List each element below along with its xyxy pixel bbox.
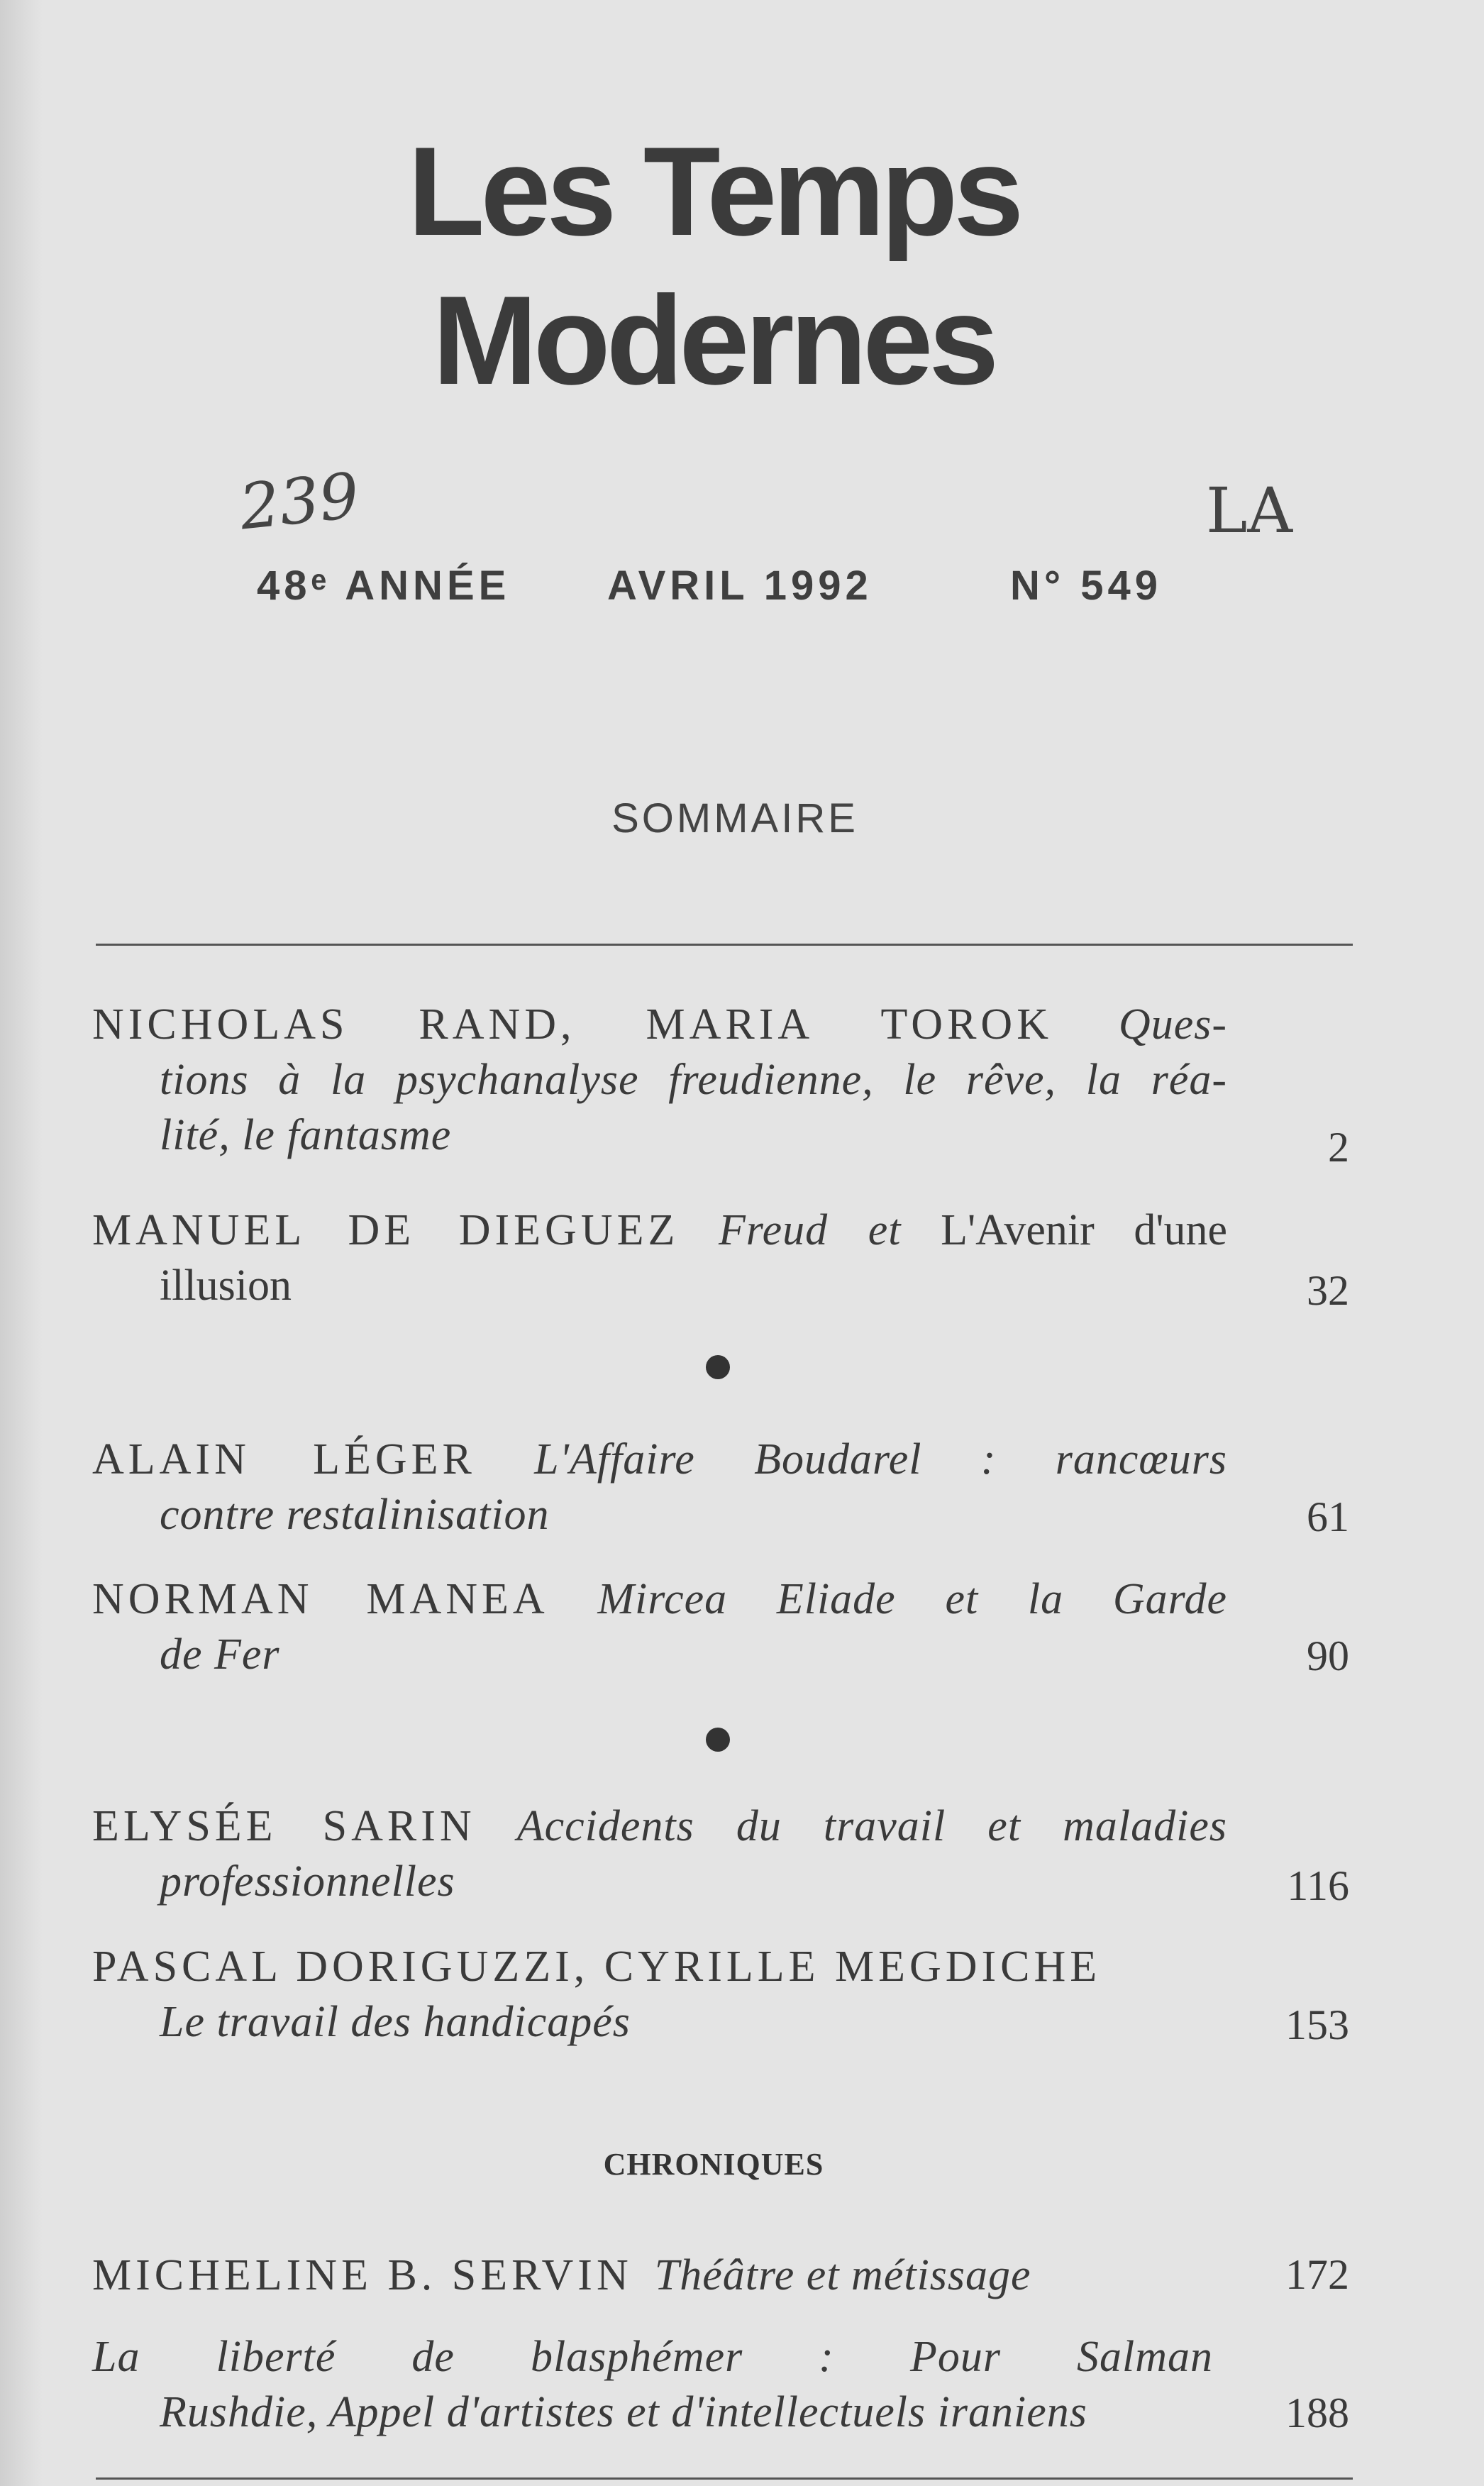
section-bullet bbox=[706, 1355, 730, 1379]
toc-title: L'Affaire Boudarel : rancœurs bbox=[534, 1435, 1228, 1484]
section-bullet bbox=[706, 1728, 730, 1752]
toc-entry-manea bbox=[92, 1571, 1227, 1682]
toc-page-number: 188 bbox=[1285, 2390, 1349, 2436]
toc-title: Freud et bbox=[718, 1206, 902, 1254]
toc-entry-servin bbox=[92, 2248, 1213, 2303]
toc-entry-rand-torok bbox=[92, 997, 1227, 1163]
toc-entry-leger bbox=[92, 1432, 1227, 1542]
toc-author: ALAIN LÉGER bbox=[92, 1435, 476, 1484]
handwritten-initials: LA bbox=[1206, 474, 1292, 547]
divider-top bbox=[96, 944, 1353, 946]
toc-author: ELYSÉE SARIN bbox=[92, 1802, 476, 1850]
handwritten-number: 239 bbox=[236, 458, 362, 544]
issue-year: 48ᵉ ANNÉE bbox=[257, 563, 511, 609]
toc-title: Le travail des handicapés bbox=[160, 1998, 631, 2046]
issue-date: AVRIL 1992 bbox=[607, 563, 873, 609]
toc-title-cont: lité, le fantasme bbox=[160, 1111, 452, 1159]
toc-entry-rushdie-appeal bbox=[92, 2329, 1213, 2440]
toc-title-cont: illusion bbox=[160, 1261, 292, 1310]
toc-page-number: 2 bbox=[1328, 1124, 1349, 1171]
chroniques-heading: CHRONIQUES bbox=[603, 2147, 824, 2182]
journal-title bbox=[0, 117, 1456, 415]
toc-entry-sarin bbox=[92, 1799, 1227, 1909]
journal-title-line1: Les Temps bbox=[407, 121, 1020, 262]
toc-page-number: 116 bbox=[1287, 1862, 1349, 1909]
journal-title-line2: Modernes bbox=[432, 270, 995, 411]
toc-page-number: 172 bbox=[1285, 2251, 1349, 2298]
toc-author: PASCAL DORIGUZZI, CYRILLE MEGDICHE bbox=[92, 1943, 1102, 1991]
toc-author: NICHOLAS RAND, MARIA TOROK bbox=[92, 1000, 1053, 1049]
toc-page-number: 32 bbox=[1307, 1267, 1349, 1314]
toc-author: NORMAN MANEA bbox=[92, 1575, 549, 1623]
toc-page-number: 61 bbox=[1307, 1493, 1349, 1540]
divider-bottom bbox=[96, 2477, 1353, 2480]
toc-page-number: 153 bbox=[1285, 2001, 1349, 2048]
toc-title: Théâtre et métissage bbox=[654, 2251, 1031, 2299]
toc-entry-dieguez bbox=[92, 1203, 1227, 1313]
toc-title-cont: Rushdie, Appel d'artistes et d'intellectuels iraniens bbox=[160, 2388, 1087, 2436]
toc-author: MANUEL DE DIEGUEZ bbox=[92, 1206, 680, 1254]
toc-title: Ques- bbox=[1118, 1000, 1227, 1049]
sommaire-heading: SOMMAIRE bbox=[611, 795, 858, 841]
issue-number: N° 549 bbox=[1010, 563, 1162, 609]
toc-title: Accidents du travail et maladies bbox=[516, 1802, 1227, 1850]
toc-title-cont: tions à la psychanalyse freudienne, le rêve, la réa- bbox=[160, 1056, 1227, 1104]
toc-page-number: 90 bbox=[1307, 1633, 1349, 1679]
toc-title-roman: L'Avenir d'une bbox=[941, 1206, 1228, 1254]
toc-title: Mircea Eliade et la Garde bbox=[597, 1575, 1228, 1623]
toc-title-cont: professionnelles bbox=[160, 1857, 455, 1906]
toc-title-cont: contre restalinisation bbox=[160, 1491, 550, 1539]
toc-title-cont: de Fer bbox=[160, 1630, 280, 1679]
toc-author: MICHELINE B. SERVIN bbox=[92, 2251, 633, 2299]
toc-entry-doriguzzi-megdiche bbox=[92, 1939, 1227, 2050]
toc-title: La liberté de blasphémer : Pour Salman bbox=[92, 2333, 1213, 2381]
